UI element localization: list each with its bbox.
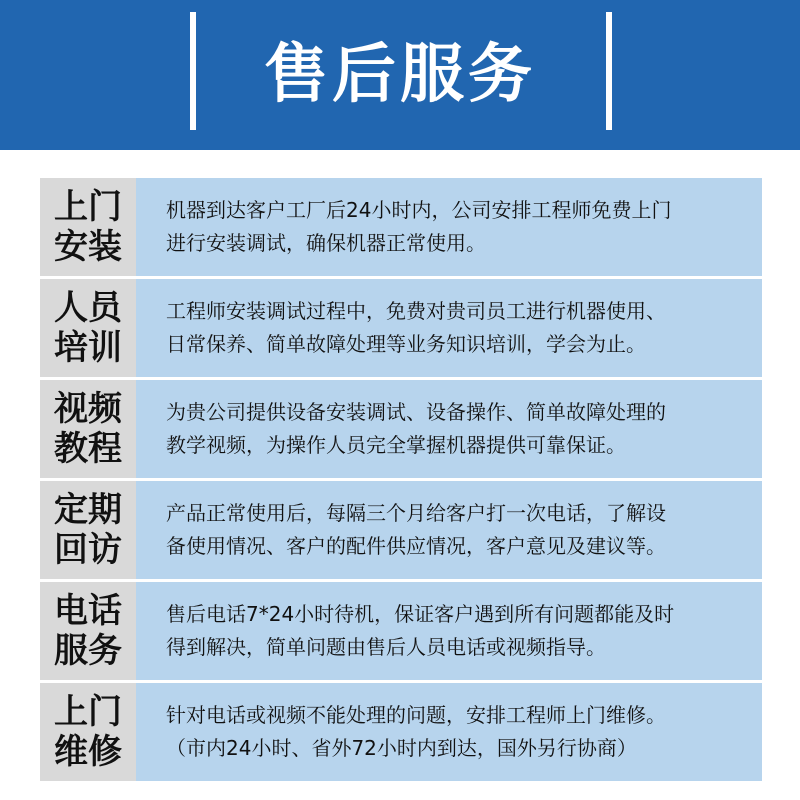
header-divider-left <box>190 12 196 130</box>
service-label: 上门 安装 <box>54 187 122 267</box>
service-label: 视频 教程 <box>54 389 122 469</box>
service-row-phone-service <box>40 582 762 680</box>
service-label: 上门 维修 <box>54 692 122 772</box>
service-label-cell <box>40 178 136 276</box>
service-description-cell <box>136 582 762 680</box>
service-description: 工程师安装调试过程中，免费对贵司员工进行机器使用、 日常保养、简单故障处理等业务知识培训，学会为止。 <box>166 299 666 356</box>
service-description-cell <box>136 380 762 478</box>
service-description: 售后电话7*24小时待机，保证客户遇到所有问题都能及时 得到解决，简单问题由售后人员电话或视频指导。 <box>166 602 675 659</box>
service-label-cell <box>40 481 136 579</box>
service-row-onsite-repair <box>40 683 762 781</box>
service-description-cell <box>136 178 762 276</box>
service-label-cell <box>40 582 136 680</box>
header-banner <box>0 0 800 150</box>
service-description-cell <box>136 481 762 579</box>
service-label: 人员 培训 <box>54 288 122 368</box>
service-description: 机器到达客户工厂后24小时内，公司安排工程师免费上门 进行安装调试，确保机器正常使用。 <box>166 198 672 255</box>
service-label-cell <box>40 683 136 781</box>
service-label-cell <box>40 279 136 377</box>
service-label-cell <box>40 380 136 478</box>
service-row-video-tutorial <box>40 380 762 478</box>
service-description: 为贵公司提供设备安装调试、设备操作、简单故障处理的 教学视频，为操作人员完全掌握机器提供可靠保证。 <box>166 400 666 457</box>
service-row-training <box>40 279 762 377</box>
service-label: 定期 回访 <box>54 490 122 570</box>
service-description: 针对电话或视频不能处理的问题，安排工程师上门维修。 （市内24小时、省外72小时内到达，国外另行协商） <box>166 703 666 760</box>
service-label: 电话 服务 <box>54 591 122 671</box>
service-description-cell <box>136 279 762 377</box>
service-description: 产品正常使用后，每隔三个月给客户打一次电话，了解设 备使用情况、客户的配件供应情况，客户意见及建议等。 <box>166 501 666 558</box>
page-title: 售后服务 <box>264 38 536 112</box>
service-row-follow-up <box>40 481 762 579</box>
header-divider-right <box>606 12 612 130</box>
service-list <box>40 178 762 784</box>
service-description-cell <box>136 683 762 781</box>
service-row-installation <box>40 178 762 276</box>
